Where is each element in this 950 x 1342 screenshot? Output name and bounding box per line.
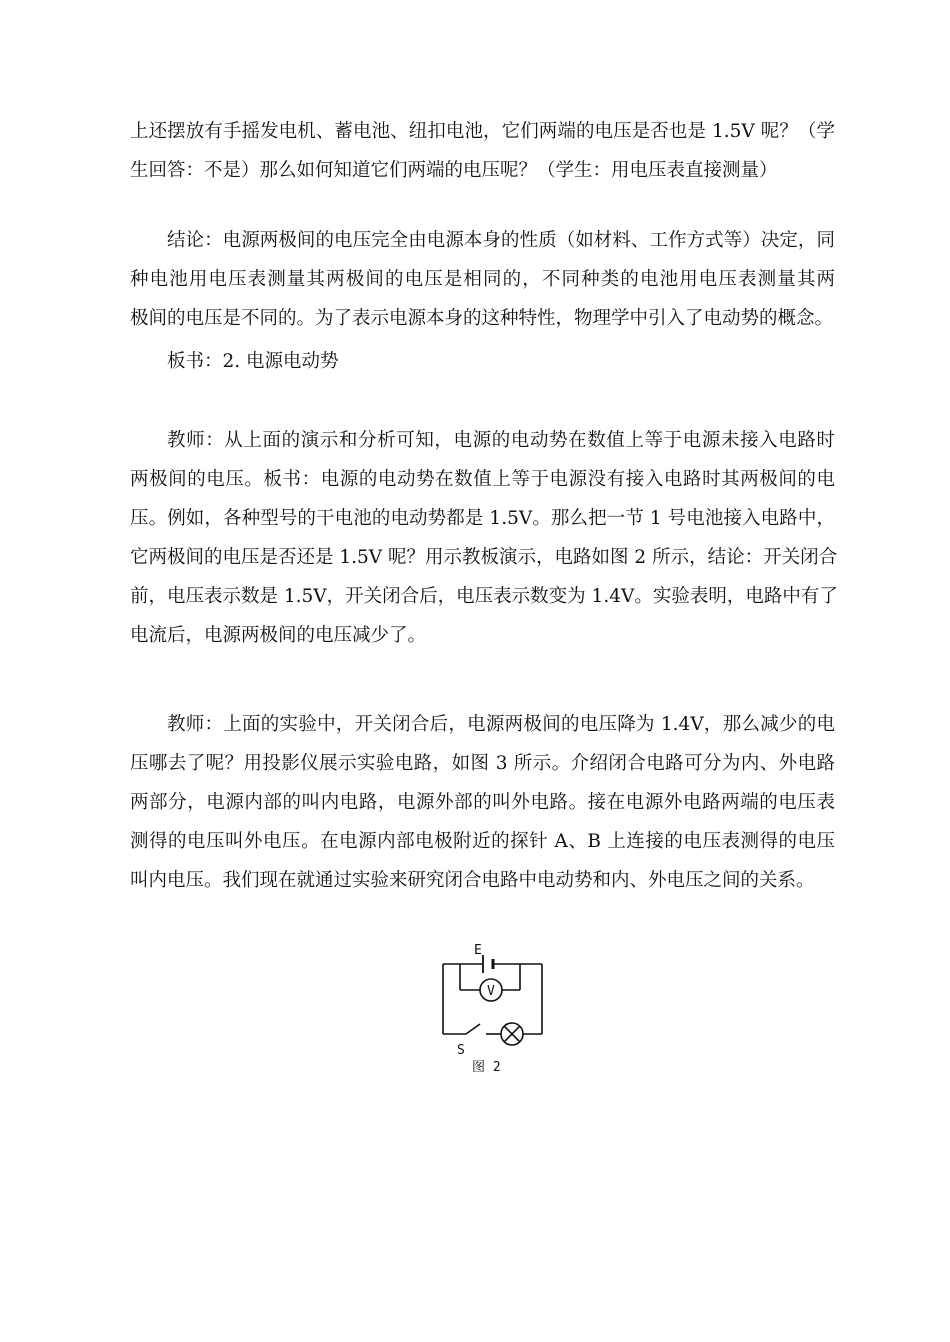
battery-label: E bbox=[474, 943, 482, 958]
text-line: 板书：2. 电源电动势 bbox=[167, 351, 339, 372]
text-line: 测得的电压叫外电压。在电源内部电极附近的探针 A、B 上连接的电压表测得的电压 bbox=[130, 831, 835, 852]
paragraph-4 bbox=[130, 421, 838, 655]
figure-caption: 图 2 bbox=[472, 1060, 501, 1075]
paragraph-3 bbox=[130, 342, 835, 381]
text-line: 教师：上面的实验中，开关闭合后，电源两极间的电压降为 1.4V，那么减少的电 bbox=[167, 714, 835, 735]
text-line: 种电池用电压表测量其两极间的电压是相同的，不同种类的电池用电压表测量其两 bbox=[130, 269, 835, 290]
text-line: 电流后，电源两极间的电压减少了。 bbox=[130, 625, 427, 646]
text-line: 它两极间的电压是否还是 1.5V 呢？用示教板演示，电路如图 2 所示，结论：开关闭合 bbox=[130, 547, 838, 568]
text-line: 极间的电压是不同的。为了表示电源本身的这种特性，物理学中引入了电动势的概念。 bbox=[130, 308, 834, 329]
text-line: 压哪去了呢？用投影仪展示实验电路，如图 3 所示。介绍闭合电路可分为内、外电路 bbox=[130, 753, 835, 774]
text-line: 两部分，电源内部的叫内电路，电源外部的叫外电路。接在电源外电路两端的电压表 bbox=[130, 792, 835, 813]
circuit-figure bbox=[430, 940, 560, 1080]
paragraph-1 bbox=[130, 112, 835, 190]
paragraph-2 bbox=[130, 221, 835, 338]
text-line: 叫内电压。我们现在就通过实验来研究闭合电路中电动势和内、外电压之间的关系。 bbox=[130, 870, 815, 891]
text-line: 前，电压表示数是 1.5V，开关闭合后，电压表示数变为 1.4V。实验表明，电路中有了 bbox=[130, 586, 838, 607]
text-line: 教师：从上面的演示和分析可知，电源的电动势在数值上等于电源未接入电路时 bbox=[167, 430, 835, 451]
text-line: 压。例如，各种型号的干电池的电动势都是 1.5V。那么把一节 1 号电池接入电路中， bbox=[130, 508, 835, 529]
circuit-diagram bbox=[430, 940, 560, 1080]
switch-blade bbox=[466, 1024, 480, 1034]
battery-icon bbox=[483, 955, 493, 973]
voltmeter-label: V bbox=[487, 984, 495, 999]
text-line: 结论：电源两极间的电压完全由电源本身的性质（如材料、工作方式等）决定，同 bbox=[167, 230, 835, 251]
paragraph-5 bbox=[130, 705, 835, 900]
text-line: 上还摆放有手摇发电机、蓄电池、纽扣电池，它们两端的电压是否也是 1.5V 呢？（学 bbox=[130, 121, 835, 142]
text-line: 生回答：不是）那么如何知道它们两端的电压呢？（学生：用电压表直接测量） bbox=[130, 160, 778, 181]
switch-label: S bbox=[457, 1043, 465, 1058]
text-line: 两极间的电压。板书：电源的电动势在数值上等于电源没有接入电路时其两极间的电 bbox=[130, 469, 835, 490]
